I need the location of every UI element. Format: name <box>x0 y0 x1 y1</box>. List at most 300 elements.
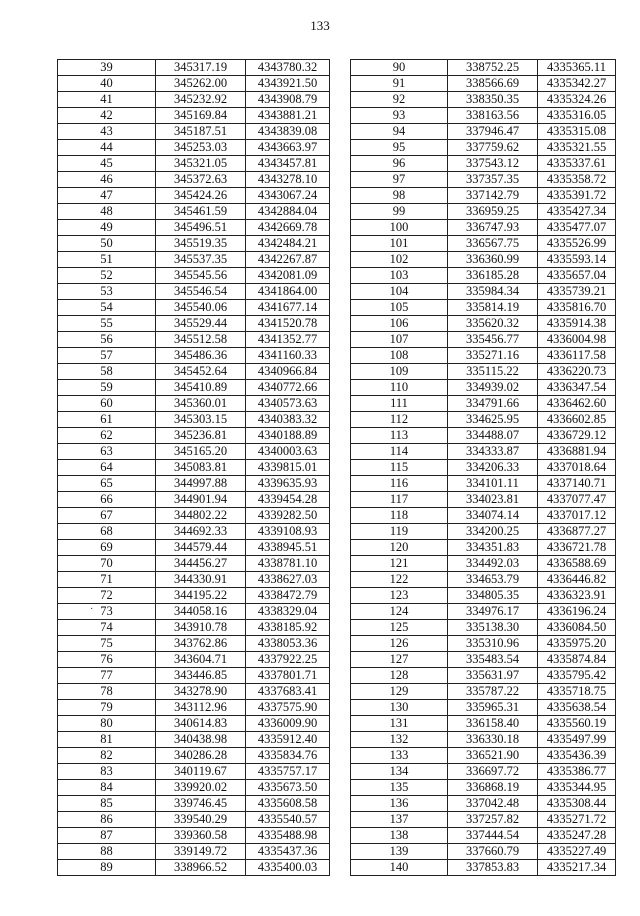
table-row <box>58 524 330 540</box>
y-coordinate-cell: 4336347.54 <box>538 380 616 396</box>
point-number-cell: 76 <box>58 652 156 668</box>
table-row <box>351 828 616 844</box>
table-row <box>58 76 330 92</box>
table-row <box>58 364 330 380</box>
point-number-cell: 121 <box>351 556 448 572</box>
coordinates-table-right <box>350 59 616 876</box>
y-coordinate-cell: 4335391.72 <box>538 188 616 204</box>
y-coordinate-cell: 4342884.04 <box>246 204 330 220</box>
x-coordinate-cell: 339540.29 <box>156 812 246 828</box>
x-coordinate-cell: 340286.28 <box>156 748 246 764</box>
y-coordinate-cell: 4339635.93 <box>246 476 330 492</box>
table-row <box>351 76 616 92</box>
x-coordinate-cell: 345236.81 <box>156 428 246 444</box>
table-row <box>58 172 330 188</box>
y-coordinate-cell: 4340003.63 <box>246 444 330 460</box>
x-coordinate-cell: 334333.87 <box>448 444 538 460</box>
x-coordinate-cell: 345461.59 <box>156 204 246 220</box>
y-coordinate-cell: 4335975.20 <box>538 636 616 652</box>
y-coordinate-cell: 4343278.10 <box>246 172 330 188</box>
x-coordinate-cell: 335631.97 <box>448 668 538 684</box>
y-coordinate-cell: 4335718.75 <box>538 684 616 700</box>
x-coordinate-cell: 334200.25 <box>448 524 538 540</box>
x-coordinate-cell: 335814.19 <box>448 300 538 316</box>
x-coordinate-cell: 345360.01 <box>156 396 246 412</box>
y-coordinate-cell: 4335271.72 <box>538 812 616 828</box>
x-coordinate-cell: 335620.32 <box>448 316 538 332</box>
table-row <box>351 716 616 732</box>
x-coordinate-cell: 338350.35 <box>448 92 538 108</box>
point-number-cell: 132 <box>351 732 448 748</box>
y-coordinate-cell: 4337140.71 <box>538 476 616 492</box>
y-coordinate-cell: 4337575.90 <box>246 700 330 716</box>
point-number-cell: 50 <box>58 236 156 252</box>
point-number-cell: 97 <box>351 172 448 188</box>
table-row <box>351 60 616 76</box>
x-coordinate-cell: 345262.00 <box>156 76 246 92</box>
table-row <box>351 604 616 620</box>
table-row <box>58 316 330 332</box>
x-coordinate-cell: 336747.93 <box>448 220 538 236</box>
x-coordinate-cell: 337759.62 <box>448 140 538 156</box>
y-coordinate-cell: 4341864.00 <box>246 284 330 300</box>
table-row <box>351 732 616 748</box>
table-row <box>58 620 330 636</box>
y-coordinate-cell: 4335437.36 <box>246 844 330 860</box>
table-row <box>58 652 330 668</box>
y-coordinate-cell: 4343839.08 <box>246 124 330 140</box>
point-number-cell: 113 <box>351 428 448 444</box>
point-number-cell: 41 <box>58 92 156 108</box>
x-coordinate-cell: 340119.67 <box>156 764 246 780</box>
table-row <box>351 684 616 700</box>
x-coordinate-cell: 337042.48 <box>448 796 538 812</box>
table-row <box>351 860 616 876</box>
y-coordinate-cell: 4335834.76 <box>246 748 330 764</box>
y-coordinate-cell: 4335593.14 <box>538 252 616 268</box>
x-coordinate-cell: 334023.81 <box>448 492 538 508</box>
x-coordinate-cell: 343112.96 <box>156 700 246 716</box>
coordinates-table-left <box>57 59 330 876</box>
x-coordinate-cell: 334976.17 <box>448 604 538 620</box>
table-row <box>58 92 330 108</box>
y-coordinate-cell: 4338945.51 <box>246 540 330 556</box>
y-coordinate-cell: 4335560.19 <box>538 716 616 732</box>
y-coordinate-cell: 4335247.28 <box>538 828 616 844</box>
x-coordinate-cell: 336360.99 <box>448 252 538 268</box>
point-number-cell: 71 <box>58 572 156 588</box>
table-row <box>351 588 616 604</box>
y-coordinate-cell: 4343067.24 <box>246 188 330 204</box>
point-number-cell: 78 <box>58 684 156 700</box>
x-coordinate-cell: 339746.45 <box>156 796 246 812</box>
y-coordinate-cell: 4343908.79 <box>246 92 330 108</box>
point-number-cell: 80 <box>58 716 156 732</box>
y-coordinate-cell: 4337017.12 <box>538 508 616 524</box>
table-row <box>351 796 616 812</box>
x-coordinate-cell: 335483.54 <box>448 652 538 668</box>
table-row <box>351 428 616 444</box>
y-coordinate-cell: 4339815.01 <box>246 460 330 476</box>
y-coordinate-cell: 4336004.98 <box>538 332 616 348</box>
x-coordinate-cell: 334492.03 <box>448 556 538 572</box>
point-number-cell: 126 <box>351 636 448 652</box>
x-coordinate-cell: 345372.63 <box>156 172 246 188</box>
point-number-cell: 109 <box>351 364 448 380</box>
y-coordinate-cell: 4335608.58 <box>246 796 330 812</box>
table-row <box>351 508 616 524</box>
y-coordinate-cell: 4335321.55 <box>538 140 616 156</box>
x-coordinate-cell: 340438.98 <box>156 732 246 748</box>
point-number-cell: 39 <box>58 60 156 76</box>
x-coordinate-cell: 334653.79 <box>448 572 538 588</box>
y-coordinate-cell: 4336220.73 <box>538 364 616 380</box>
x-coordinate-cell: 340614.83 <box>156 716 246 732</box>
x-coordinate-cell: 344692.33 <box>156 524 246 540</box>
table-row <box>58 268 330 284</box>
point-number-cell: 129 <box>351 684 448 700</box>
x-coordinate-cell: 344997.88 <box>156 476 246 492</box>
x-coordinate-cell: 337946.47 <box>448 124 538 140</box>
point-number-cell: 139 <box>351 844 448 860</box>
x-coordinate-cell: 345253.03 <box>156 140 246 156</box>
point-number-cell: 131 <box>351 716 448 732</box>
y-coordinate-cell: 4335526.99 <box>538 236 616 252</box>
point-number-cell: 89 <box>58 860 156 876</box>
x-coordinate-cell: 335271.16 <box>448 348 538 364</box>
table-row <box>58 860 330 876</box>
x-coordinate-cell: 336959.25 <box>448 204 538 220</box>
x-coordinate-cell: 345540.06 <box>156 300 246 316</box>
table-row <box>351 364 616 380</box>
x-coordinate-cell: 344579.44 <box>156 540 246 556</box>
table-row <box>58 556 330 572</box>
y-coordinate-cell: 4336721.78 <box>538 540 616 556</box>
x-coordinate-cell: 337257.82 <box>448 812 538 828</box>
x-coordinate-cell: 344901.94 <box>156 492 246 508</box>
y-coordinate-cell: 4338053.36 <box>246 636 330 652</box>
point-number-cell: 140 <box>351 860 448 876</box>
point-number-cell: 55 <box>58 316 156 332</box>
table-row <box>58 588 330 604</box>
y-coordinate-cell: 4336877.27 <box>538 524 616 540</box>
table-row <box>58 636 330 652</box>
x-coordinate-cell: 337853.83 <box>448 860 538 876</box>
y-coordinate-cell: 4335344.95 <box>538 780 616 796</box>
table-row <box>351 540 616 556</box>
table-row <box>351 652 616 668</box>
x-coordinate-cell: 345232.92 <box>156 92 246 108</box>
y-coordinate-cell: 4335324.26 <box>538 92 616 108</box>
table-row <box>58 236 330 252</box>
point-number-cell: 128 <box>351 668 448 684</box>
x-coordinate-cell: 339149.72 <box>156 844 246 860</box>
table-row <box>351 572 616 588</box>
y-coordinate-cell: 4336196.24 <box>538 604 616 620</box>
table-row <box>351 204 616 220</box>
table-row <box>351 812 616 828</box>
x-coordinate-cell: 345546.54 <box>156 284 246 300</box>
point-number-cell: 114 <box>351 444 448 460</box>
y-coordinate-cell: 4335488.98 <box>246 828 330 844</box>
stray-mark: · <box>90 604 94 615</box>
x-coordinate-cell: 345321.05 <box>156 156 246 172</box>
y-coordinate-cell: 4335477.07 <box>538 220 616 236</box>
y-coordinate-cell: 4342669.78 <box>246 220 330 236</box>
table-row <box>58 780 330 796</box>
point-number-cell: 124 <box>351 604 448 620</box>
coordinates-table-right-body <box>351 60 616 876</box>
point-number-cell: 66 <box>58 492 156 508</box>
y-coordinate-cell: 4336084.50 <box>538 620 616 636</box>
table-row <box>58 60 330 76</box>
table-row <box>351 172 616 188</box>
table-row <box>351 332 616 348</box>
point-number-cell: 105 <box>351 300 448 316</box>
point-number-cell: 125 <box>351 620 448 636</box>
point-number-cell: 118 <box>351 508 448 524</box>
table-row <box>351 252 616 268</box>
y-coordinate-cell: 4335365.11 <box>538 60 616 76</box>
table-row <box>351 780 616 796</box>
point-number-cell: 75 <box>58 636 156 652</box>
x-coordinate-cell: 336521.90 <box>448 748 538 764</box>
y-coordinate-cell: 4337801.71 <box>246 668 330 684</box>
y-coordinate-cell: 4342484.21 <box>246 236 330 252</box>
point-number-cell: 77 <box>58 668 156 684</box>
y-coordinate-cell: 4335914.38 <box>538 316 616 332</box>
table-row <box>351 92 616 108</box>
point-number-cell: 123 <box>351 588 448 604</box>
y-coordinate-cell: 4336602.85 <box>538 412 616 428</box>
point-number-cell: 120 <box>351 540 448 556</box>
point-number-cell: 115 <box>351 460 448 476</box>
y-coordinate-cell: 4337683.41 <box>246 684 330 700</box>
y-coordinate-cell: 4335436.39 <box>538 748 616 764</box>
page-number: 133 <box>310 18 330 33</box>
y-coordinate-cell: 4336117.58 <box>538 348 616 364</box>
table-row <box>58 716 330 732</box>
point-number-cell: 64 <box>58 460 156 476</box>
point-number-cell: 83 <box>58 764 156 780</box>
y-coordinate-cell: 4338781.10 <box>246 556 330 572</box>
point-number-cell: 127 <box>351 652 448 668</box>
table-row <box>58 572 330 588</box>
y-coordinate-cell: 4340383.32 <box>246 412 330 428</box>
x-coordinate-cell: 335310.96 <box>448 636 538 652</box>
y-coordinate-cell: 4335795.42 <box>538 668 616 684</box>
x-coordinate-cell: 338163.56 <box>448 108 538 124</box>
point-number-cell: 133 <box>351 748 448 764</box>
y-coordinate-cell: 4336446.82 <box>538 572 616 588</box>
point-number-cell: 56 <box>58 332 156 348</box>
point-number-cell: 74 <box>58 620 156 636</box>
y-coordinate-cell: 4338185.92 <box>246 620 330 636</box>
x-coordinate-cell: 336567.75 <box>448 236 538 252</box>
x-coordinate-cell: 337444.54 <box>448 828 538 844</box>
table-row <box>351 188 616 204</box>
x-coordinate-cell: 338566.69 <box>448 76 538 92</box>
y-coordinate-cell: 4335316.05 <box>538 108 616 124</box>
y-coordinate-cell: 4337922.25 <box>246 652 330 668</box>
point-number-cell: 61 <box>58 412 156 428</box>
y-coordinate-cell: 4340188.89 <box>246 428 330 444</box>
y-coordinate-cell: 4343663.97 <box>246 140 330 156</box>
y-coordinate-cell: 4342081.09 <box>246 268 330 284</box>
point-number-cell: 84 <box>58 780 156 796</box>
point-number-cell: 136 <box>351 796 448 812</box>
point-number-cell: 134 <box>351 764 448 780</box>
x-coordinate-cell: 338966.52 <box>156 860 246 876</box>
y-coordinate-cell: 4335657.04 <box>538 268 616 284</box>
x-coordinate-cell: 345410.89 <box>156 380 246 396</box>
table-row <box>58 332 330 348</box>
table-row <box>351 700 616 716</box>
point-number-cell: 44 <box>58 140 156 156</box>
table-row <box>351 556 616 572</box>
table-row <box>351 268 616 284</box>
point-number-cell: 43 <box>58 124 156 140</box>
table-row <box>58 220 330 236</box>
y-coordinate-cell: 4335308.44 <box>538 796 616 812</box>
table-row <box>58 108 330 124</box>
point-number-cell: 54 <box>58 300 156 316</box>
point-number-cell: 57 <box>58 348 156 364</box>
point-number-cell: 79 <box>58 700 156 716</box>
point-number-cell: 63 <box>58 444 156 460</box>
y-coordinate-cell: 4335673.50 <box>246 780 330 796</box>
point-number-cell: 40 <box>58 76 156 92</box>
point-number-cell: 70 <box>58 556 156 572</box>
point-number-cell: 103 <box>351 268 448 284</box>
x-coordinate-cell: 335456.77 <box>448 332 538 348</box>
y-coordinate-cell: 4335739.21 <box>538 284 616 300</box>
point-number-cell: 110 <box>351 380 448 396</box>
point-number-cell: 60 <box>58 396 156 412</box>
table-row <box>351 444 616 460</box>
x-coordinate-cell: 344195.22 <box>156 588 246 604</box>
table-row <box>58 700 330 716</box>
x-coordinate-cell: 334805.35 <box>448 588 538 604</box>
x-coordinate-cell: 345424.26 <box>156 188 246 204</box>
table-row <box>58 156 330 172</box>
point-number-cell: 101 <box>351 236 448 252</box>
table-row <box>351 460 616 476</box>
y-coordinate-cell: 4335227.49 <box>538 844 616 860</box>
y-coordinate-cell: 4335427.34 <box>538 204 616 220</box>
point-number-cell: 72 <box>58 588 156 604</box>
x-coordinate-cell: 345512.58 <box>156 332 246 348</box>
table-row <box>58 540 330 556</box>
table-row <box>351 140 616 156</box>
x-coordinate-cell: 344058.16 <box>156 604 246 620</box>
y-coordinate-cell: 4335358.72 <box>538 172 616 188</box>
x-coordinate-cell: 335138.30 <box>448 620 538 636</box>
point-number-cell: 116 <box>351 476 448 492</box>
point-number-cell: 73 <box>58 604 156 620</box>
y-coordinate-cell: 4341160.33 <box>246 348 330 364</box>
table-row <box>58 300 330 316</box>
point-number-cell: 107 <box>351 332 448 348</box>
x-coordinate-cell: 334488.07 <box>448 428 538 444</box>
table-row <box>351 636 616 652</box>
y-coordinate-cell: 4343457.81 <box>246 156 330 172</box>
table-row <box>58 828 330 844</box>
table-row <box>351 844 616 860</box>
y-coordinate-cell: 4335497.99 <box>538 732 616 748</box>
y-coordinate-cell: 4339454.28 <box>246 492 330 508</box>
y-coordinate-cell: 4339282.50 <box>246 508 330 524</box>
x-coordinate-cell: 338752.25 <box>448 60 538 76</box>
table-row <box>58 380 330 396</box>
y-coordinate-cell: 4338472.79 <box>246 588 330 604</box>
y-coordinate-cell: 4340772.66 <box>246 380 330 396</box>
point-number-cell: 112 <box>351 412 448 428</box>
table-row <box>351 124 616 140</box>
point-number-cell: 45 <box>58 156 156 172</box>
x-coordinate-cell: 345452.64 <box>156 364 246 380</box>
point-number-cell: 99 <box>351 204 448 220</box>
x-coordinate-cell: 345486.36 <box>156 348 246 364</box>
y-coordinate-cell: 4335342.27 <box>538 76 616 92</box>
y-coordinate-cell: 4336462.60 <box>538 396 616 412</box>
point-number-cell: 138 <box>351 828 448 844</box>
x-coordinate-cell: 345529.44 <box>156 316 246 332</box>
x-coordinate-cell: 345083.81 <box>156 460 246 476</box>
table-row <box>58 684 330 700</box>
table-row <box>351 300 616 316</box>
table-row <box>351 748 616 764</box>
point-number-cell: 108 <box>351 348 448 364</box>
x-coordinate-cell: 345169.84 <box>156 108 246 124</box>
table-row <box>351 156 616 172</box>
point-number-cell: 135 <box>351 780 448 796</box>
x-coordinate-cell: 334939.02 <box>448 380 538 396</box>
y-coordinate-cell: 4337018.64 <box>538 460 616 476</box>
point-number-cell: 104 <box>351 284 448 300</box>
y-coordinate-cell: 4336009.90 <box>246 716 330 732</box>
table-row <box>58 140 330 156</box>
x-coordinate-cell: 334625.95 <box>448 412 538 428</box>
x-coordinate-cell: 343762.86 <box>156 636 246 652</box>
table-row <box>58 812 330 828</box>
y-coordinate-cell: 4340966.84 <box>246 364 330 380</box>
table-row <box>351 220 616 236</box>
x-coordinate-cell: 337142.79 <box>448 188 538 204</box>
table-row <box>351 492 616 508</box>
x-coordinate-cell: 337357.35 <box>448 172 538 188</box>
x-coordinate-cell: 345303.15 <box>156 412 246 428</box>
point-number-cell: 106 <box>351 316 448 332</box>
y-coordinate-cell: 4337077.47 <box>538 492 616 508</box>
point-number-cell: 119 <box>351 524 448 540</box>
table-row <box>351 668 616 684</box>
point-number-cell: 42 <box>58 108 156 124</box>
y-coordinate-cell: 4336323.91 <box>538 588 616 604</box>
point-number-cell: 130 <box>351 700 448 716</box>
table-row <box>351 620 616 636</box>
point-number-cell: 90 <box>351 60 448 76</box>
point-number-cell: 100 <box>351 220 448 236</box>
point-number-cell: 98 <box>351 188 448 204</box>
x-coordinate-cell: 336158.40 <box>448 716 538 732</box>
y-coordinate-cell: 4341352.77 <box>246 332 330 348</box>
x-coordinate-cell: 336185.28 <box>448 268 538 284</box>
point-number-cell: 88 <box>58 844 156 860</box>
point-number-cell: 59 <box>58 380 156 396</box>
table-row <box>351 396 616 412</box>
point-number-cell: 85 <box>58 796 156 812</box>
